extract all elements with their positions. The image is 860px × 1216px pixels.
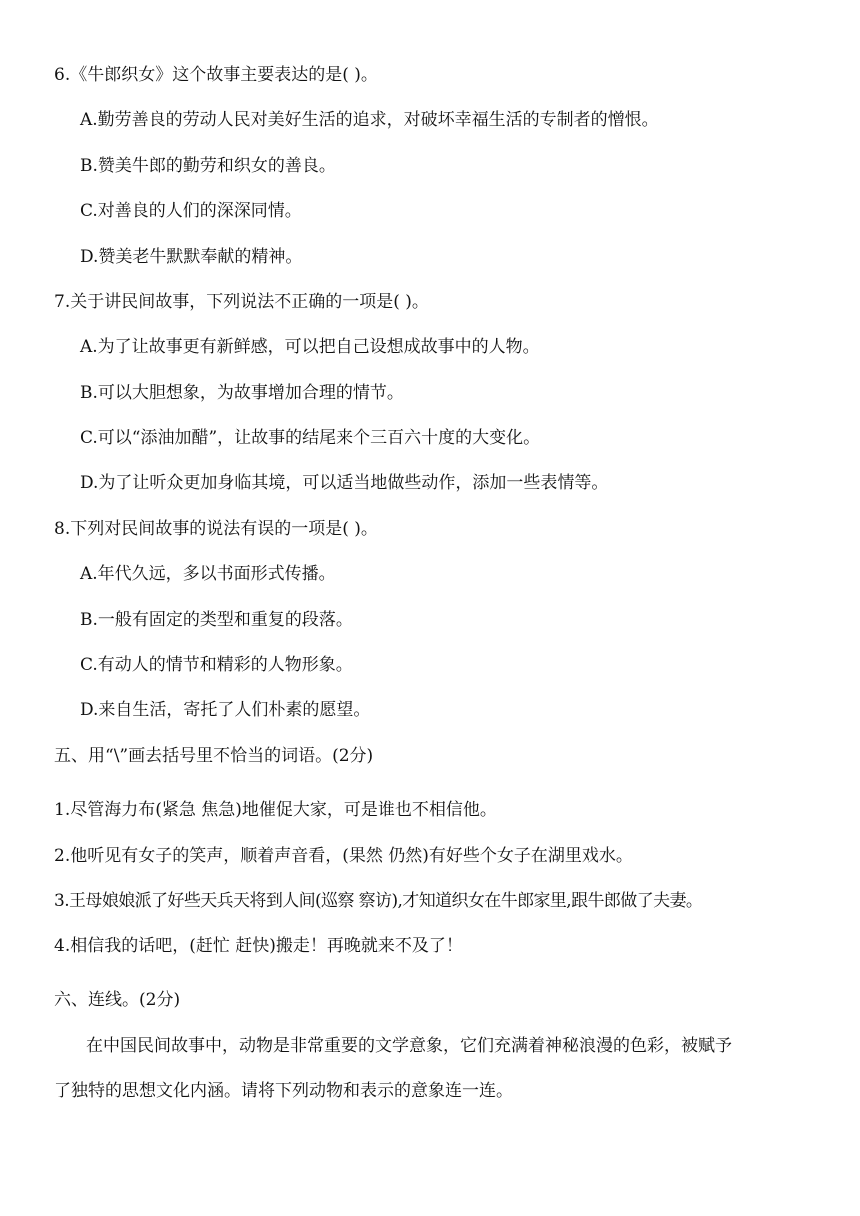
question-7-option-a: A.为了让故事更有新鲜感，可以把自己设想成故事中的人物。 — [80, 337, 540, 357]
section-5-item-4: 4.相信我的话吧，(赶忙 赶快)搬走！再晚就来不及了！ — [54, 936, 463, 956]
question-7-option-b: B.可以大胆想象，为故事增加合理的情节。 — [80, 383, 404, 403]
question-6-option-d: D.赞美老牛默默奉献的精神。 — [80, 247, 303, 267]
question-6-option-c: C.对善良的人们的深深同情。 — [80, 201, 302, 221]
section-5-item-1: 1.尽管海力布(紧急 焦急)地催促大家，可是谁也不相信他。 — [54, 800, 497, 820]
section-5-heading: 五、用“\”画去括号里不恰当的词语。(2分) — [54, 746, 374, 766]
question-8-option-d: D.来自生活，寄托了人们朴素的愿望。 — [80, 700, 371, 720]
section-6-paragraph-line-1: 在中国民间故事中，动物是非常重要的文学意象，它们充满着神秘浪漫的色彩，被赋予 — [86, 1036, 732, 1056]
question-8-option-a: A.年代久远，多以书面形式传播。 — [80, 564, 336, 584]
question-7-stem: 7.关于讲民间故事，下列说法不正确的一项是( )。 — [54, 292, 429, 312]
question-6-option-a: A.勤劳善良的劳动人民对美好生活的追求，对破坏幸福生活的专制者的憎恨。 — [80, 110, 659, 130]
question-8-option-b: B.一般有固定的类型和重复的段落。 — [80, 610, 353, 630]
question-6-stem: 6.《牛郎织女》这个故事主要表达的是( )。 — [54, 65, 378, 85]
section-5-item-2: 2.他听见有女子的笑声，顺着声音看，(果然 仍然)有好些个女子在湖里戏水。 — [54, 846, 633, 866]
section-6-paragraph-line-2: 了独特的思想文化内涵。请将下列动物和表示的意象连一连。 — [54, 1081, 513, 1101]
section-5-item-3: 3.王母娘娘派了好些天兵天将到人间(巡察 察访),才知道织女在牛郎家里,跟牛郎做了夫妻。 — [54, 891, 703, 911]
question-7-option-d: D.为了让听众更加身临其境，可以适当地做些动作，添加一些表情等。 — [80, 473, 609, 493]
question-8-stem: 8.下列对民间故事的说法有误的一项是( )。 — [54, 519, 378, 539]
section-6-heading: 六、连线。(2分) — [54, 990, 181, 1010]
question-8-option-c: C.有动人的情节和精彩的人物形象。 — [80, 655, 353, 675]
question-6-option-b: B.赞美牛郎的勤劳和织女的善良。 — [80, 156, 336, 176]
question-7-option-c: C.可以“添油加醋”，让故事的结尾来个三百六十度的大变化。 — [80, 428, 541, 448]
